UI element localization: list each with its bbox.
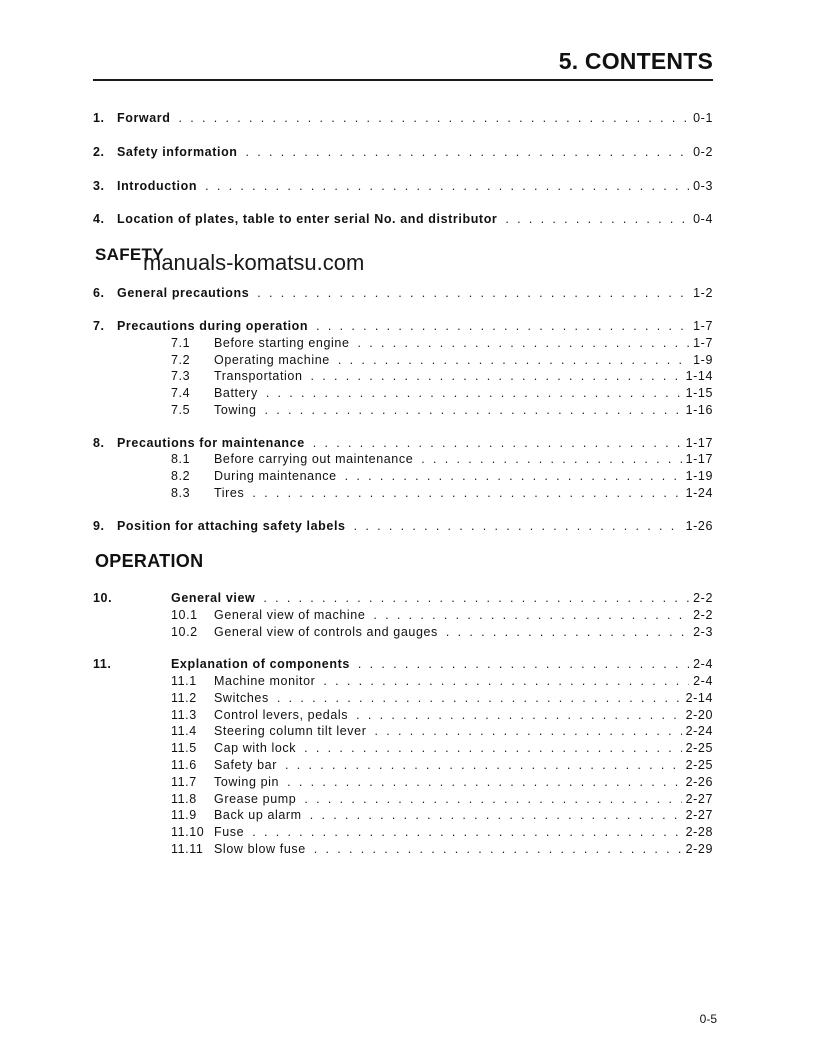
entry-number: 7.: [93, 319, 105, 333]
leader-dots: [316, 319, 689, 333]
subentry-label: Battery: [214, 386, 258, 400]
page-title: 5. CONTENTS: [558, 48, 713, 74]
subentry-number: 11.7: [171, 775, 197, 789]
subentry-number: 8.1: [171, 452, 191, 466]
toc-subentry[interactable]: [171, 723, 713, 739]
section-heading-operation: OPERATION: [95, 551, 204, 571]
subentry-page: 1-24: [685, 486, 713, 500]
subentry-label: Control levers, pedals: [214, 708, 349, 722]
leader-dots: [310, 808, 682, 822]
leader-dots: [246, 145, 690, 159]
title-rule: [93, 79, 713, 81]
entry-number: 8.: [93, 436, 105, 450]
leader-dots: [356, 708, 681, 722]
leader-dots: [338, 353, 689, 367]
leader-dots: [358, 336, 690, 350]
toc-subentry[interactable]: [171, 824, 713, 840]
toc-subentry[interactable]: [171, 707, 713, 723]
toc-subentry[interactable]: [171, 690, 713, 706]
section-heading-safety: SAFETY: [95, 245, 164, 264]
entry-number: 9.: [93, 519, 105, 533]
toc-subentry[interactable]: [171, 841, 713, 857]
toc-subentry[interactable]: [171, 468, 713, 484]
leader-dots: [252, 486, 681, 500]
subentry-label: Switches: [214, 691, 269, 705]
leader-dots: [446, 625, 689, 639]
page-number: 0-5: [699, 1012, 717, 1026]
entry-label: Location of plates, table to enter serial No. and distributor: [117, 212, 498, 226]
entry-label: Forward: [117, 111, 171, 125]
entry-label: Introduction: [117, 179, 198, 193]
subentry-page: 2-27: [685, 792, 713, 806]
subentry-label: Towing pin: [214, 775, 280, 789]
subentry-number: 8.2: [171, 469, 191, 483]
toc-entry[interactable]: [93, 318, 713, 334]
toc-entry[interactable]: [93, 285, 713, 301]
subentry-number: 11.1: [171, 674, 197, 688]
subentry-number: 7.4: [171, 386, 191, 400]
leader-dots: [314, 842, 682, 856]
toc-subentry[interactable]: [171, 757, 713, 773]
subentry-page: 2-25: [685, 741, 713, 755]
entry-number: 4.: [93, 212, 105, 226]
entry-page: 2-2: [693, 591, 713, 605]
entry-page: 1-26: [685, 519, 713, 533]
leader-dots: [205, 179, 689, 193]
toc-subentry[interactable]: [171, 807, 713, 823]
entry-number: 2.: [93, 145, 105, 159]
toc-entry[interactable]: [93, 435, 713, 451]
leader-dots: [358, 657, 689, 671]
subentry-label: Fuse: [214, 825, 245, 839]
subentry-number: 11.5: [171, 741, 197, 755]
subentry-page: 1-7: [693, 336, 713, 350]
toc-entry[interactable]: [93, 178, 713, 194]
entry-page: 0-2: [693, 145, 713, 159]
leader-dots: [277, 691, 682, 705]
subentry-label: Towing: [214, 403, 257, 417]
subentry-label: General view of controls and gauges: [214, 625, 438, 639]
entry-page: 0-3: [693, 179, 713, 193]
subentry-page: 2-3: [693, 625, 713, 639]
entry-page: 2-4: [693, 657, 713, 671]
toc-entry[interactable]: [93, 211, 713, 227]
subentry-page: 2-24: [685, 724, 713, 738]
leader-dots: [179, 111, 690, 125]
leader-dots: [304, 792, 681, 806]
entry-label: Safety information: [117, 145, 238, 159]
toc-subentry[interactable]: [171, 791, 713, 807]
toc-subentry[interactable]: [171, 607, 713, 623]
subentry-page: 2-4: [693, 674, 713, 688]
entry-label: Precautions for maintenance: [117, 436, 305, 450]
subentry-page: 2-29: [685, 842, 713, 856]
leader-dots: [285, 758, 682, 772]
entry-page: 1-7: [693, 319, 713, 333]
toc-entry[interactable]: [93, 590, 713, 606]
entry-number: 1.: [93, 111, 105, 125]
leader-dots: [323, 674, 689, 688]
entry-number: 3.: [93, 179, 105, 193]
entry-page: 1-17: [685, 436, 713, 450]
toc-subentry[interactable]: [171, 451, 713, 467]
toc-subentry[interactable]: [171, 385, 713, 401]
subentry-page: 2-28: [685, 825, 713, 839]
leader-dots: [265, 403, 682, 417]
entry-label: General view: [171, 591, 256, 605]
subentry-number: 11.6: [171, 758, 197, 772]
subentry-page: 1-19: [685, 469, 713, 483]
entry-label: Precautions during operation: [117, 319, 309, 333]
subentry-page: 2-2: [693, 608, 713, 622]
toc-entry[interactable]: [93, 110, 713, 126]
subentry-page: 1-15: [685, 386, 713, 400]
leader-dots: [252, 825, 681, 839]
toc-subentry[interactable]: [171, 624, 713, 640]
toc-subentry[interactable]: [171, 402, 713, 418]
entry-label: Position for attaching safety labels: [117, 519, 346, 533]
toc-subentry[interactable]: [171, 352, 713, 368]
subentry-label: Operating machine: [214, 353, 330, 367]
subentry-number: 7.5: [171, 403, 191, 417]
subentry-page: 2-25: [685, 758, 713, 772]
leader-dots: [354, 519, 682, 533]
leader-dots: [373, 608, 689, 622]
subentry-number: 11.9: [171, 808, 197, 822]
leader-dots: [421, 452, 681, 466]
subentry-label: Machine monitor: [214, 674, 316, 688]
subentry-page: 2-26: [685, 775, 713, 789]
subentry-page: 2-20: [685, 708, 713, 722]
subentry-label: Safety bar: [214, 758, 277, 772]
leader-dots: [345, 469, 682, 483]
leader-dots: [304, 741, 681, 755]
toc-entry[interactable]: [93, 656, 713, 672]
toc-subentry[interactable]: [171, 335, 713, 351]
subentry-number: 11.4: [171, 724, 197, 738]
toc-entry[interactable]: [93, 144, 713, 160]
subentry-label: Before carrying out maintenance: [214, 452, 414, 466]
toc-subentry[interactable]: [171, 673, 713, 689]
subentry-label: Grease pump: [214, 792, 297, 806]
subentry-number: 11.11: [171, 842, 204, 856]
leader-dots: [263, 591, 689, 605]
leader-dots: [374, 724, 681, 738]
entry-number: 6.: [93, 286, 105, 300]
subentry-page: 2-27: [685, 808, 713, 822]
subentry-label: Tires: [214, 486, 245, 500]
entry-page: 1-2: [693, 286, 713, 300]
subentry-number: 7.1: [171, 336, 191, 350]
subentry-number: 11.2: [171, 691, 197, 705]
subentry-number: 11.8: [171, 792, 197, 806]
subentry-number: 8.3: [171, 486, 191, 500]
toc-subentry[interactable]: [171, 485, 713, 501]
subentry-number: 10.2: [171, 625, 198, 639]
subentry-page: 2-14: [685, 691, 713, 705]
subentry-number: 11.3: [171, 708, 197, 722]
leader-dots: [313, 436, 682, 450]
subentry-number: 10.1: [171, 608, 198, 622]
subentry-number: 7.2: [171, 353, 191, 367]
toc-subentry[interactable]: [171, 368, 713, 384]
entry-number: 11.: [93, 657, 112, 671]
subentry-label: Cap with lock: [214, 741, 297, 755]
leader-dots: [287, 775, 682, 789]
subentry-page: 1-14: [685, 369, 713, 383]
subentry-page: 1-9: [693, 353, 713, 367]
leader-dots: [257, 286, 689, 300]
leader-dots: [505, 212, 689, 226]
subentry-label: Before starting engine: [214, 336, 350, 350]
entry-page: 0-1: [693, 111, 713, 125]
toc-subentry[interactable]: [171, 740, 713, 756]
leader-dots: [311, 369, 682, 383]
subentry-number: 7.3: [171, 369, 191, 383]
subentry-label: Transportation: [214, 369, 303, 383]
entry-number: 10.: [93, 591, 113, 605]
toc-subentry[interactable]: [171, 774, 713, 790]
entry-label: Explanation of components: [171, 657, 350, 671]
watermark: manuals-komatsu.com: [143, 250, 365, 275]
leader-dots: [266, 386, 682, 400]
subentry-label: During maintenance: [214, 469, 337, 483]
subentry-number: 11.10: [171, 825, 205, 839]
subentry-page: 1-17: [685, 452, 713, 466]
subentry-label: Steering column tilt lever: [214, 724, 367, 738]
entry-page: 0-4: [693, 212, 713, 226]
subentry-label: General view of machine: [214, 608, 366, 622]
toc-entry[interactable]: [93, 518, 713, 534]
subentry-label: Back up alarm: [214, 808, 302, 822]
subentry-page: 1-16: [685, 403, 713, 417]
subentry-label: Slow blow fuse: [214, 842, 306, 856]
entry-label: General precautions: [117, 286, 250, 300]
